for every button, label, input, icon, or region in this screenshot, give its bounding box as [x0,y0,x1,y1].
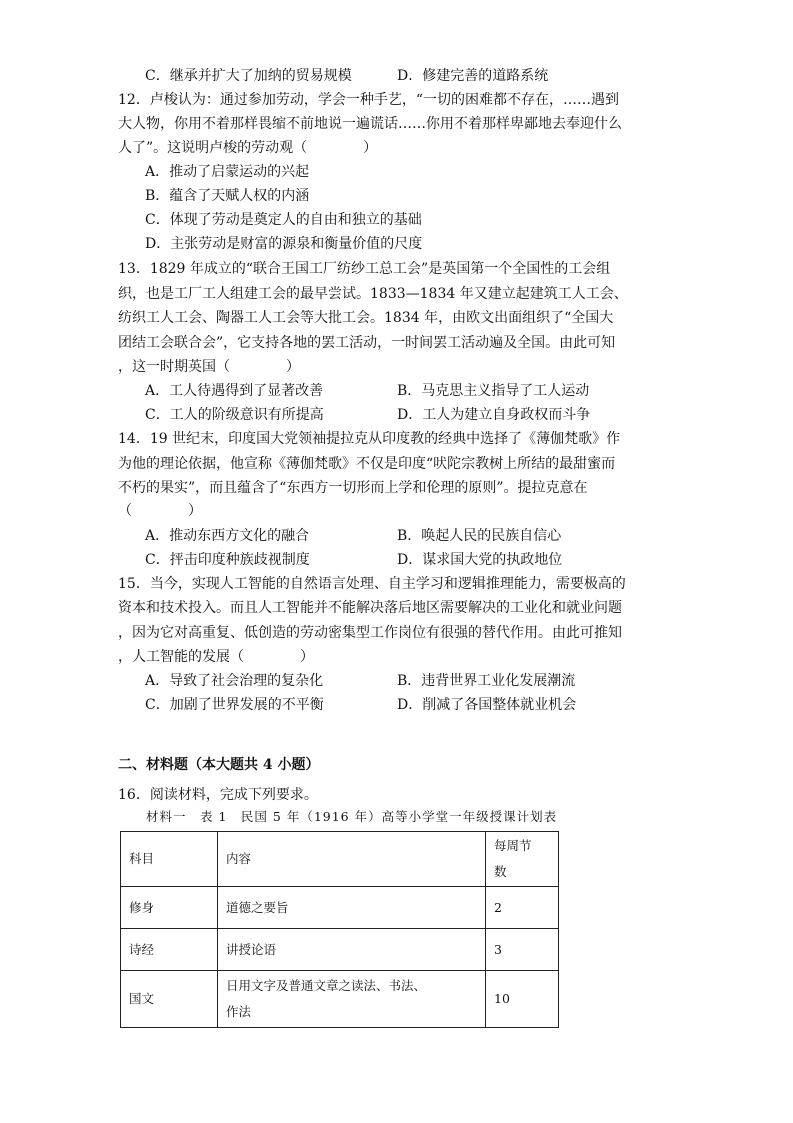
section-heading: 二、材料题（本大题共 4 小题） [118,757,320,773]
q14-stem-line-4: （ ） [118,503,202,519]
q12-option-d: D．主张劳动是财富的源泉和衡量价值的尺度 [145,236,423,252]
cell-hours: 2 [486,887,559,929]
cell-content: 讲授论语 [218,929,486,971]
cell-hours: 10 [486,971,559,1028]
q14-option-c: C．抨击印度种族歧视制度 [145,552,310,568]
cell-content-line-2: 作法 [226,1004,252,1019]
q14-option-a: A．推动东西方文化的融合 [145,528,310,544]
q14-stem-line-3: 不朽的果实”，而且蕴含了“东西方一切形而上学和伦理的原则”。提拉克意在 [118,480,588,496]
q15-option-c: C．加剧了世界发展的不平衡 [145,697,324,713]
q15-option-b: B．违背世界工业化发展潮流 [397,673,576,689]
q11-option-d: D．修建完善的道路系统 [397,68,549,84]
q12-option-c: C．体现了劳动是奠定人的自由和独立的基础 [145,212,422,228]
q13-option-d: D．工人为建立自身政权而斗争 [397,407,591,423]
cell-subject: 诗经 [121,929,218,971]
header-hours-line-2: 数 [494,864,507,879]
course-plan-table [120,831,559,1028]
q14-option-d: D．谋求国大党的执政地位 [397,552,563,568]
q14-option-b: B．唤起人民的民族自信心 [397,528,562,544]
header-subject: 科目 [121,832,218,887]
table-row [121,971,559,1028]
q15-stem-line-2: 资本和技术投入。而且人工智能并不能解决落后地区需要解决的工业化和就业问题 [118,600,622,616]
header-content: 内容 [218,832,486,887]
q15-option-a: A．导致了社会治理的复杂化 [145,673,324,689]
q13-stem-line-4: 团结工会联合会”，它支持各地的罢工活动，一时间罢工活动遍及全国。由此可知 [118,335,616,351]
cell-content: 道德之要旨 [218,887,486,929]
cell-subject: 修身 [121,887,218,929]
q14-stem-line-2: 为他的理论依据，他宣称《薄伽梵歌》不仅是印度“吠陀宗教树上所结的最甜蜜而 [118,456,616,472]
q13-stem-line-5: ，这一时期英国（ ） [118,359,300,375]
q12-option-b: B．蕴含了天赋人权的内涵 [145,188,310,204]
table-header-row [121,832,559,887]
q14-stem-line-1: 14．19 世纪末，印度国大党领袖提拉克从印度教的经典中选择了《薄伽梵歌》作 [118,431,621,447]
q12-stem-line-3: 人了”。这说明卢梭的劳动观（ ） [118,140,378,156]
q16-stem: 16．阅读材料，完成下列要求。 [118,787,318,803]
q15-stem-line-4: ，人工智能的发展（ ） [118,649,314,665]
q15-option-d: D．削减了各国整体就业机会 [397,697,577,713]
q13-option-b: B．马克思主义指导了工人运动 [397,383,590,399]
table-row [121,929,559,971]
table-row [121,887,559,929]
q11-option-c: C．继承并扩大了加纳的贸易规模 [145,68,352,84]
q13-stem-line-3: 纺织工人工会、陶器工人工会等大批工会。1834 年，由欧文出面组织了“全国大 [118,310,614,326]
table-caption: 材料一 表 1 民国 5 年（1916 年）高等小学堂一年级授课计划表 [146,809,558,824]
header-hours-line-1: 每周节 [494,838,532,853]
q12-option-a: A．推动了启蒙运动的兴起 [145,164,310,180]
q15-stem-line-1: 15．当今，实现人工智能的自然语言处理、自主学习和逻辑推理能力，需要极高的 [118,576,626,592]
q13-stem-line-2: 织，也是工厂工人组建工会的最早尝试。1833—1834 年又建立起建筑工人工会、 [118,286,628,302]
q13-option-a: A．工人待遇得到了显著改善 [145,383,324,399]
cell-hours: 3 [486,929,559,971]
q12-stem-line-1: 12．卢梭认为：通过参加劳动，学会一种手艺，“一切的困难都不存在，……遇到 [118,92,619,108]
cell-content [218,971,486,1028]
q15-stem-line-3: ，因为它对高重复、低创造的劳动密集型工作岗位有很强的替代作用。由此可推知 [118,625,622,641]
q12-stem-line-2: 大人物，你用不着那样畏缩不前地说一遍谎话……你用不着那样卑鄙地去奉迎什么 [118,116,622,132]
q13-option-c: C．工人的阶级意识有所提高 [145,407,324,423]
cell-content-line-1: 日用文字及普通文章之读法、书法、 [226,978,427,993]
header-hours [486,832,559,887]
q13-stem-line-1: 13．1829 年成立的“联合王国工厂纺纱工总工会”是英国第一个全国性的工会组 [118,261,611,277]
cell-subject: 国文 [121,971,218,1028]
